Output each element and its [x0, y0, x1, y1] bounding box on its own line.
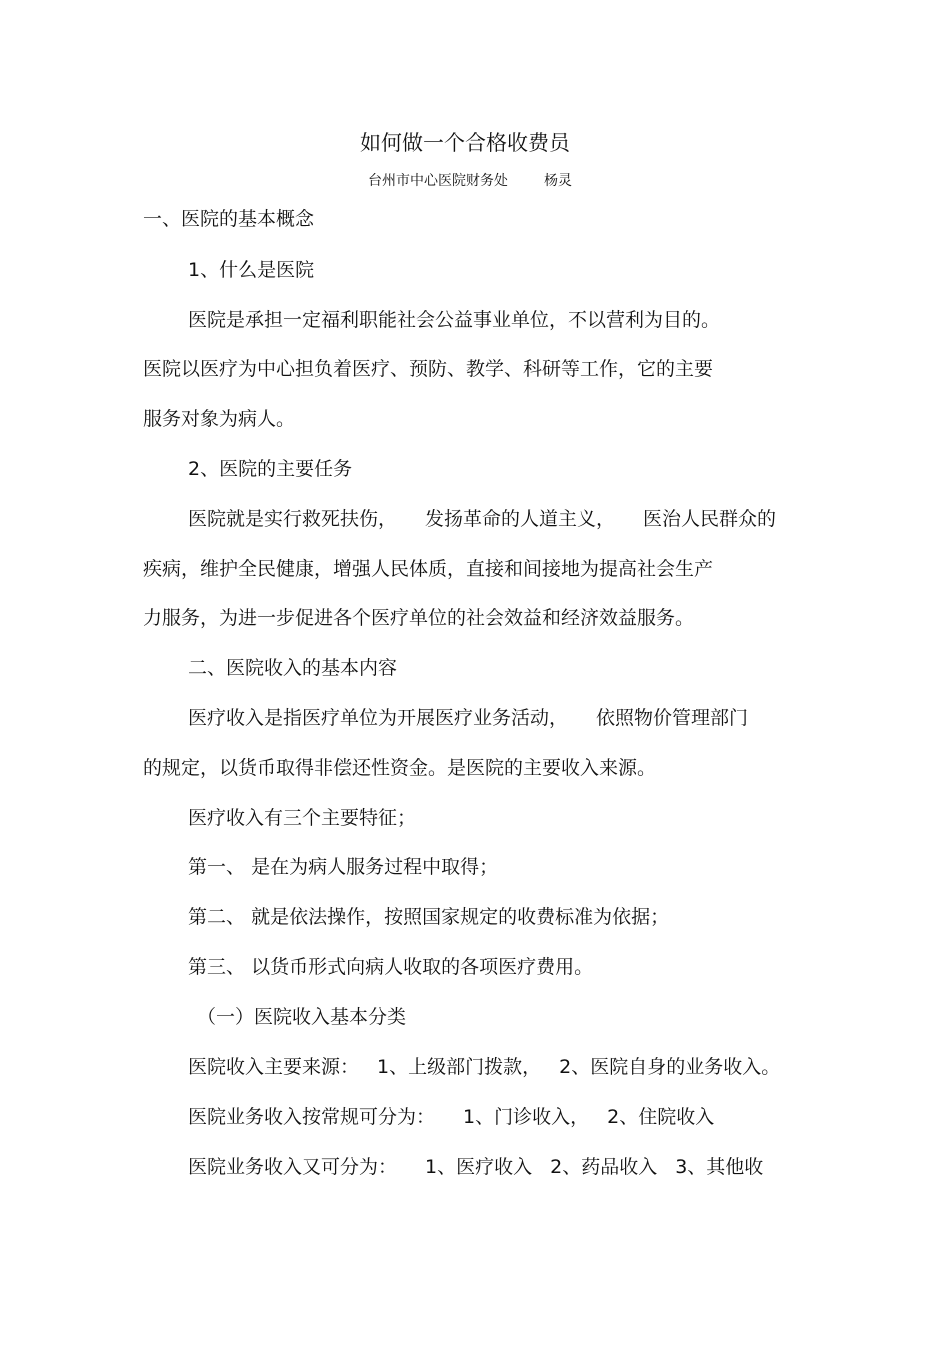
text-segment: 2、药品收入 [550, 1156, 658, 1178]
list-text: 是在为病人服务过程中取得； [251, 856, 499, 878]
list-marker: 第一、 [188, 856, 246, 878]
paragraph-line: 医疗收入有三个主要特征； [188, 807, 417, 829]
text-segment: 医院业务收入按常规可分为： [188, 1106, 436, 1128]
list-item [188, 905, 669, 929]
paragraph-line [188, 706, 748, 730]
text-segment: 3、其他收 [675, 1156, 764, 1178]
paragraph-line: 的规定，以货币取得非偿还性资金。是医院的主要收入来源。 [143, 757, 657, 779]
paragraph-line [188, 1155, 763, 1179]
list-text: 就是依法操作，按照国家规定的收费标准为依据； [251, 906, 670, 928]
paragraph-line: 疾病，维护全民健康，增强人民体质，直接和间接地为提高社会生产 [143, 558, 714, 580]
list-marker: 第三、 [188, 956, 246, 978]
paragraph-line [188, 1105, 714, 1129]
paragraph-line [188, 507, 776, 531]
document-title: 如何做一个合格收费员 [360, 131, 570, 155]
subsection-heading-1: 1、什么是医院 [188, 259, 315, 281]
text-segment: 1、上级部门拨款， [377, 1056, 542, 1078]
text-segment: 发扬革命的人道主义， [425, 508, 616, 530]
subsection-heading-2: 2、医院的主要任务 [188, 458, 353, 480]
text-segment: 2、医院自身的业务收入。 [559, 1056, 781, 1078]
text-segment: 医院就是实行救死扶伤， [188, 508, 398, 530]
subsection-heading-3: （一）医院收入基本分类 [197, 1006, 407, 1028]
text-segment: 医院收入主要来源： [188, 1056, 360, 1078]
text-segment: 医治人民群众的 [643, 508, 777, 530]
list-text: 以货币形式向病人收取的各项医疗费用。 [251, 956, 594, 978]
paragraph-line: 医院以医疗为中心担负着医疗、预防、教学、科研等工作，它的主要 [143, 358, 714, 380]
paragraph-line: 服务对象为病人。 [143, 408, 296, 430]
text-segment: 1、医疗收入 [425, 1156, 533, 1178]
section-heading-2: 二、医院收入的基本内容 [188, 657, 398, 679]
paragraph-line: 医院是承担一定福利职能社会公益事业单位，不以营利为目的。 [188, 309, 721, 331]
list-marker: 第二、 [188, 906, 246, 928]
text-segment: 1、门诊收入， [463, 1106, 590, 1128]
byline-author: 杨灵 [544, 173, 572, 189]
list-item [188, 855, 498, 879]
text-segment: 医疗收入是指医疗单位为开展医疗业务活动， [188, 707, 569, 729]
byline [368, 170, 572, 190]
paragraph-line: 力服务，为进一步促进各个医疗单位的社会效益和经济效益服务。 [143, 607, 695, 629]
byline-organization: 台州市中心医院财务处 [368, 173, 508, 189]
text-segment: 2、住院收入 [607, 1106, 715, 1128]
paragraph-line [188, 1055, 780, 1079]
list-item [188, 955, 593, 979]
text-segment: 依照物价管理部门 [596, 707, 749, 729]
section-heading-1: 一、医院的基本概念 [143, 208, 315, 230]
text-segment: 医院业务收入又可分为： [188, 1156, 398, 1178]
